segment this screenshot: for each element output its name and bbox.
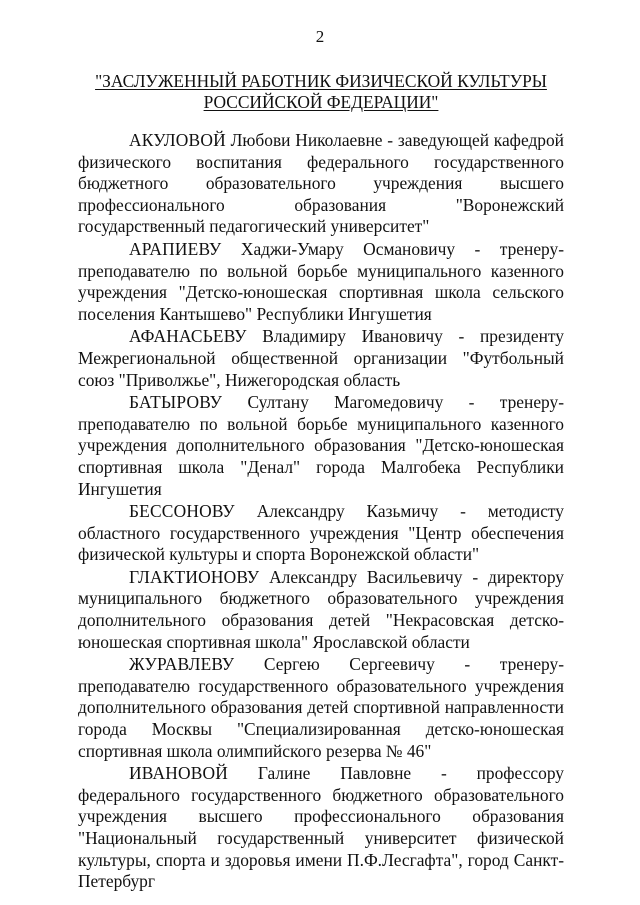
recipient-entry [78, 763, 564, 893]
recipient-surname: БЕССОНОВУ [129, 501, 235, 522]
recipient-details: Султану Магомедовичу - тренеру-преподавателю по вольной борьбе муниципального казенного учреждения дополнительного образования "Детско-юношеская спортивная школа "Денал" города Малгобека Республики Ингушетия [78, 392, 564, 499]
recipient-entry [78, 239, 564, 325]
recipient-details: Галине Павловне - профессору федерального государственного бюджетного образовательного учреждения высшего профессионального образования "Национальный государственный университет физической культуры, спорта и здоровья имени П.Ф.Лесгафта", город Санкт-Петербург [78, 763, 564, 892]
award-title: "ЗАСЛУЖЕННЫЙ РАБОТНИК ФИЗИЧЕСКОЙ КУЛЬТУРЫ РОССИЙСКОЙ ФЕДЕРАЦИИ" [95, 71, 547, 112]
award-recipients-list [78, 130, 564, 894]
recipient-entry [78, 567, 564, 653]
recipient-entry [78, 326, 564, 391]
recipient-entry [78, 130, 564, 238]
recipient-entry [78, 654, 564, 762]
recipient-details: Александру Казьмичу - методисту областного государственного учреждения "Центр обеспечения физической культуры и спорта Воронежской области" [78, 501, 564, 565]
recipient-surname: ГЛАКТИОНОВУ [129, 566, 260, 587]
recipient-surname: АКУЛОВОЙ [129, 130, 226, 150]
recipient-surname: АРАПИЕВУ [129, 238, 222, 259]
recipient-surname: АФАНАСЬЕВУ [129, 326, 247, 347]
recipient-surname: БАТЫРОВУ [129, 392, 223, 413]
recipient-surname: ЖУРАВЛЕВУ [129, 654, 235, 675]
recipient-details: Владимиру Ивановичу - президенту Межрегиональной общественной организации "Футбольный союз "Приволжье", Нижегородская область [78, 326, 564, 390]
recipient-details: Сергею Сергеевичу - тренеру-преподавателю государственного образовательного учреждения дополнительного образования детей спортивной направленности города Москвы "Специализированная детско-юношеская спортивная школа олимпийского резерва № 46" [78, 654, 564, 761]
recipient-details: Любови Николаевне - заведующей кафедрой физического воспитания федерального государственного бюджетного образовательного учреждения высшего профессионального образования "Воронежский государственный педагогический университет" [78, 130, 564, 237]
recipient-entry [78, 501, 564, 566]
page-number: 2 [315, 27, 325, 46]
recipient-surname: ИВАНОВОЙ [129, 763, 229, 784]
recipient-entry [78, 392, 564, 500]
recipient-details: Хаджи-Умару Османовичу - тренеру-преподавателю по вольной борьбе муниципального казенного учреждения "Детско-юношеская спортивная школа сельского поселения Кантышево" Республики Ингушетия [78, 238, 564, 324]
recipient-details: Александру Васильевичу - директору муниципального бюджетного образовательного учреждения дополнительного образования детей "Некрасовская детско-юношеская спортивная школа" Ярославской области [78, 566, 564, 652]
